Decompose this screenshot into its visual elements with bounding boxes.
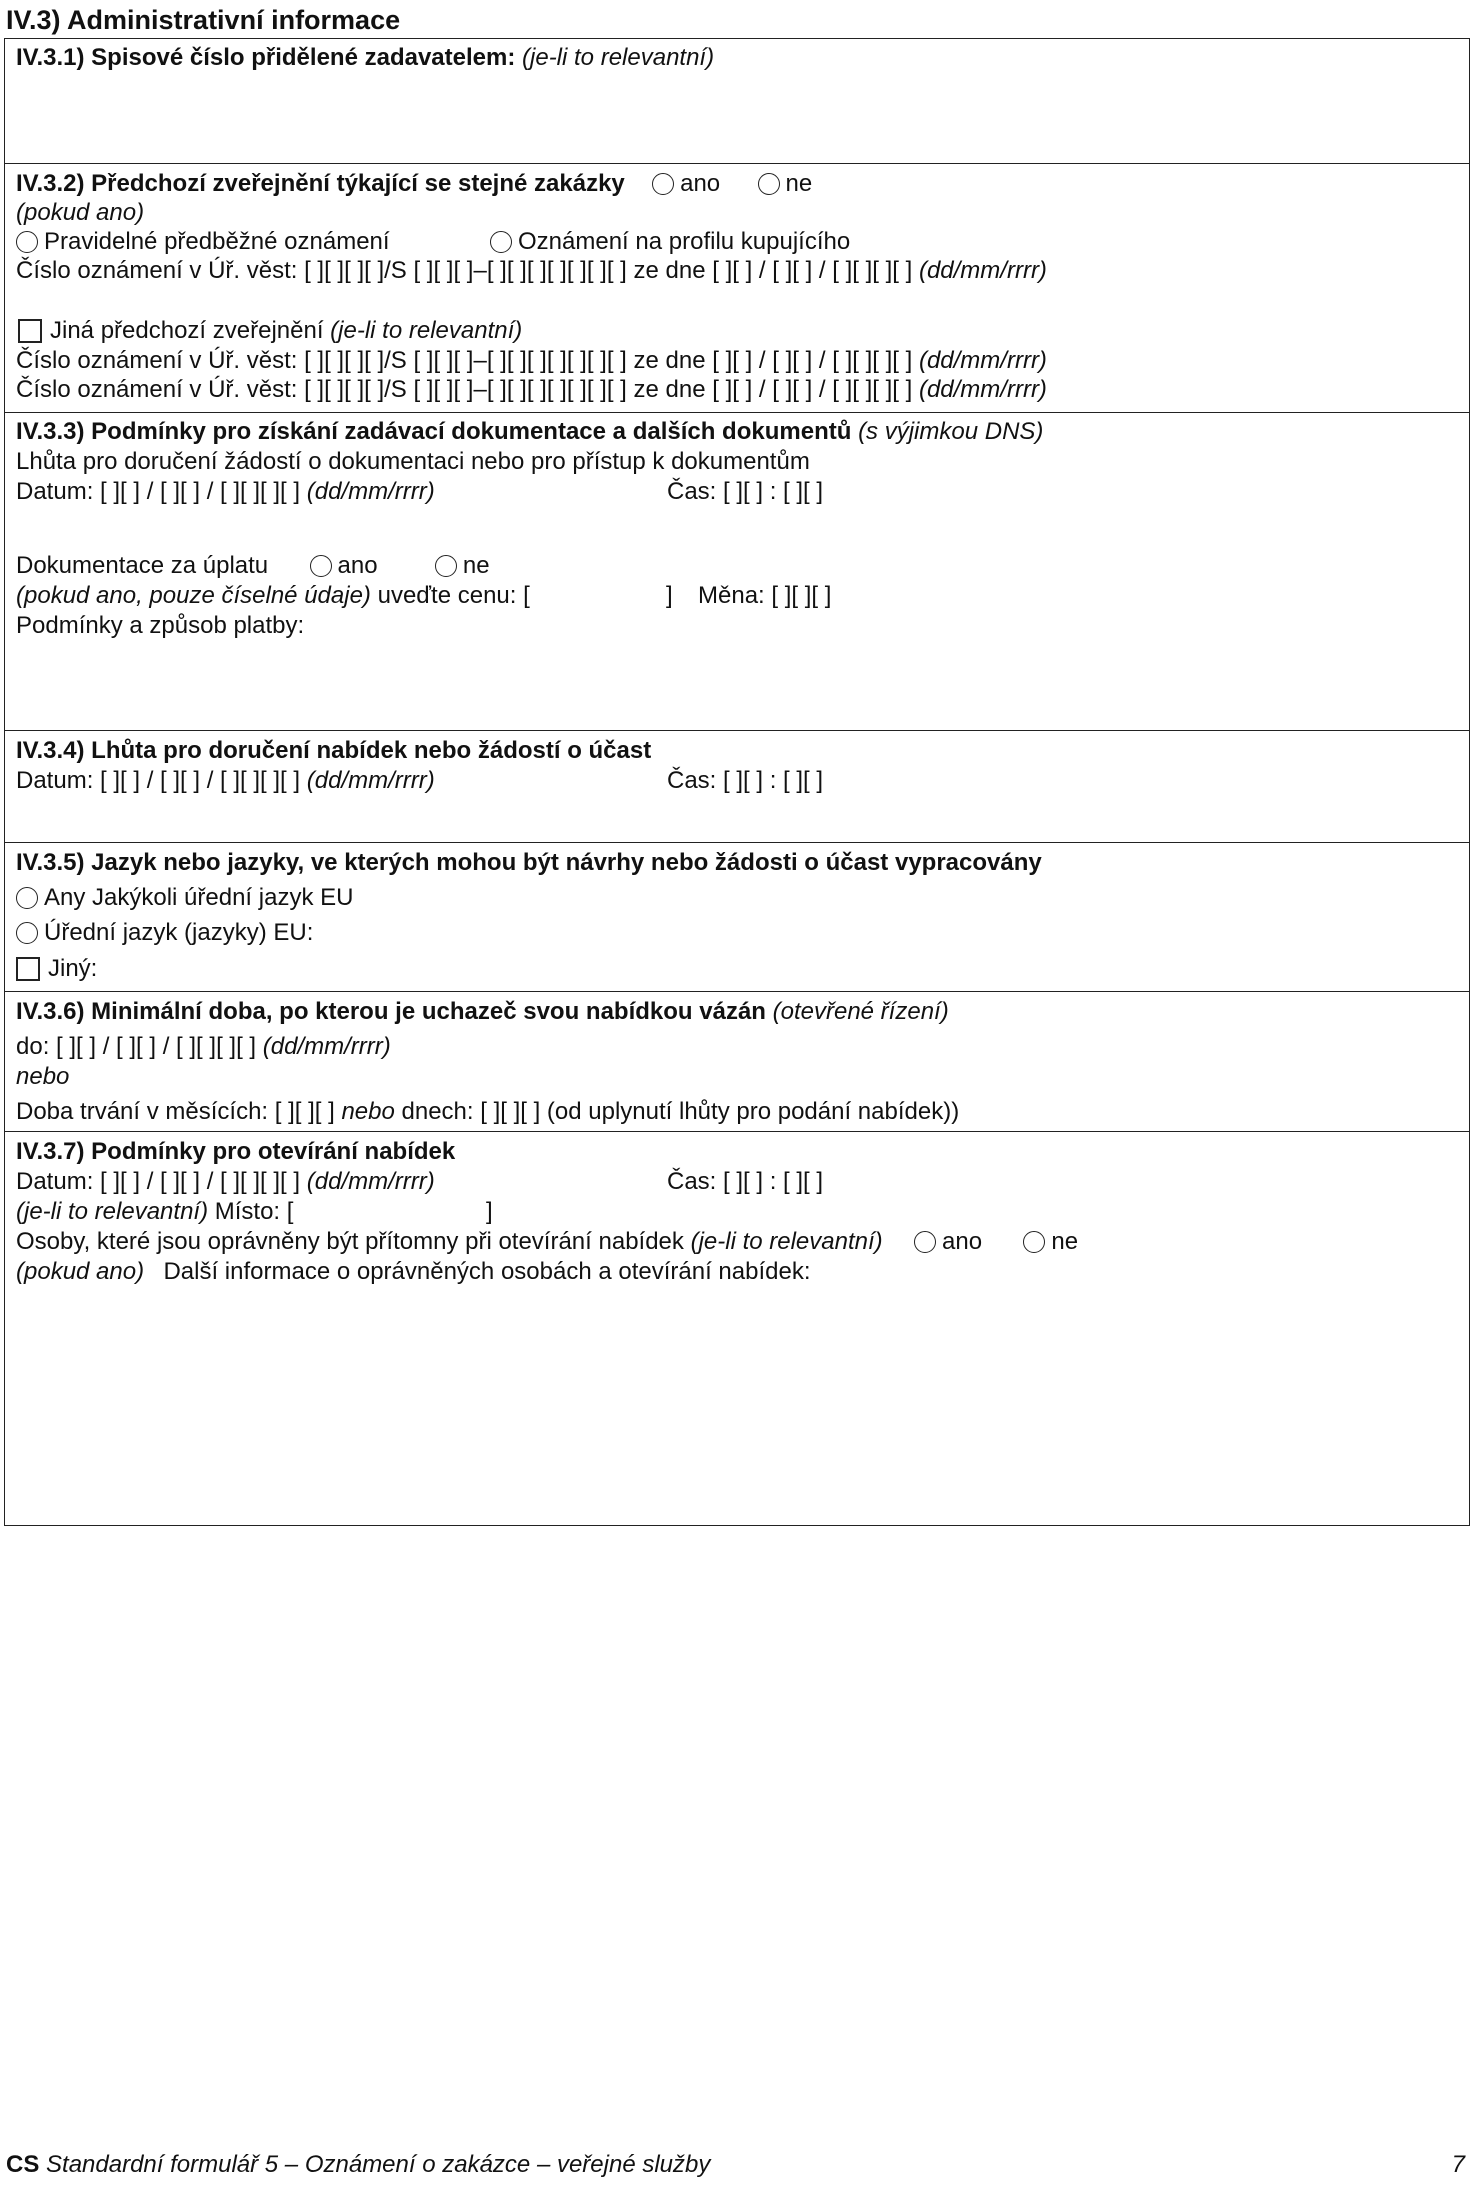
footer-page-number: 7	[1451, 2151, 1465, 2178]
s7-no-label: ne	[1051, 1228, 1079, 1255]
s1-note: (je-li to relevantní)	[522, 44, 715, 71]
s3-terms-label: Podmínky a způsob platby:	[16, 612, 305, 639]
s2-prior-radio[interactable]	[16, 231, 38, 253]
s2-no-label: ne	[785, 170, 813, 197]
s7-date-field[interactable]: Datum: [ ][ ] / [ ][ ] / [ ][ ][ ][ ]	[16, 1168, 301, 1195]
s3-price-row	[16, 581, 530, 611]
s3-date-row	[16, 477, 435, 507]
s2-notice-line-2[interactable]: Číslo oznámení v Úř. věst: [ ][ ][ ][ ]/S [ ][ ][ ]–[ ][ ][ ][ ][ ][ ][ ] ze dne [ ][ ] / [ ][ ] / [ ][ ][ ][ ]	[16, 347, 913, 374]
s3-label: IV.3.3) Podmínky pro získání zadávací dokumentace a dalších dokumentů	[16, 418, 852, 445]
s6-duration-row	[16, 1097, 959, 1127]
s5-official-label: Úřední jazyk (jazyky) EU:	[44, 919, 314, 946]
s2-yes-radio[interactable]	[652, 173, 674, 195]
s7-persons-label: Osoby, které jsou oprávněny být přítomny při otevírání nabídek	[16, 1228, 684, 1255]
s6-until-row	[16, 1032, 391, 1062]
s4-date-row	[16, 766, 435, 796]
s6-date-fmt: (dd/mm/rrrr)	[262, 1033, 391, 1060]
s2-other-row	[18, 316, 522, 346]
s4-date-field[interactable]: Datum: [ ][ ] / [ ][ ] / [ ][ ][ ][ ]	[16, 767, 301, 794]
s3-date-fmt: (dd/mm/rrrr)	[306, 478, 435, 505]
s4-time-field[interactable]: Čas: [ ][ ] : [ ][ ]	[667, 767, 824, 794]
s6-duration-or: nebo	[341, 1098, 395, 1125]
s2-prior-row	[16, 227, 390, 257]
s2-date-fmt-1: (dd/mm/rrrr)	[918, 257, 1047, 284]
divider-s5	[4, 842, 1470, 843]
s2-other-note: (je-li to relevantní)	[330, 317, 523, 344]
divider-s3	[4, 412, 1470, 413]
s2-if-yes: (pokud ano)	[16, 199, 145, 226]
divider-s4	[4, 730, 1470, 731]
s7-place-close: ]	[486, 1198, 493, 1225]
s7-time-field[interactable]: Čas: [ ][ ] : [ ][ ]	[667, 1168, 824, 1195]
divider-s6	[4, 991, 1470, 992]
s1-row	[16, 43, 714, 73]
s7-date-fmt: (dd/mm/rrrr)	[306, 1168, 435, 1195]
s7-no-radio[interactable]	[1023, 1231, 1045, 1253]
s5-other-label: Jiný:	[48, 955, 98, 982]
divider-s7	[4, 1131, 1470, 1132]
s2-notice-line-3[interactable]: Číslo oznámení v Úř. věst: [ ][ ][ ][ ]/S [ ][ ][ ]–[ ][ ][ ][ ][ ][ ][ ] ze dne [ ][ ] / [ ][ ] / [ ][ ][ ][ ]	[16, 376, 913, 403]
s2-notice-row-3	[16, 375, 1047, 405]
s2-profile-radio[interactable]	[490, 231, 512, 253]
s5-official-row	[16, 918, 313, 948]
s7-label: IV.3.7) Podmínky pro otevírání nabídek	[16, 1138, 456, 1165]
footer-lang: CS	[6, 2151, 40, 2178]
s3-price-note: (pokud ano, pouze číselné údaje)	[16, 582, 371, 609]
s3-deadline-text: Lhůta pro doručení žádostí o dokumentaci nebo pro přístup k dokumentům	[16, 448, 810, 475]
s3-date-field[interactable]: Datum: [ ][ ] / [ ][ ] / [ ][ ][ ][ ]	[16, 478, 301, 505]
s3-currency-field[interactable]: Měna: [ ][ ][ ]	[698, 582, 832, 609]
footer	[6, 2150, 710, 2180]
s2-no-radio[interactable]	[758, 173, 780, 195]
s2-header-row	[16, 169, 812, 199]
s3-payable-row	[16, 551, 490, 581]
s4-label: IV.3.4) Lhůta pro doručení nabídek nebo žádostí o účast	[16, 737, 652, 764]
s2-date-fmt-2: (dd/mm/rrrr)	[918, 347, 1047, 374]
s2-other-checkbox[interactable]	[18, 319, 42, 343]
s6-or-text: nebo	[16, 1063, 70, 1090]
s2-date-fmt-3: (dd/mm/rrrr)	[918, 376, 1047, 403]
s5-other-checkbox[interactable]	[16, 957, 40, 981]
footer-form-title: Standardní formulář 5 – Oznámení o zakázce – veřejné služby	[46, 2151, 711, 2178]
s6-until-field[interactable]: do: [ ][ ] / [ ][ ] / [ ][ ][ ][ ]	[16, 1033, 257, 1060]
s3-yes-label: ano	[337, 552, 378, 579]
s3-no-label: ne	[462, 552, 490, 579]
s7-persons-row	[16, 1227, 1078, 1257]
s2-prior-label: Pravidelné předběžné oznámení	[44, 228, 390, 255]
s7-persons-note: (je-li to relevantní)	[690, 1228, 883, 1255]
s7-info-row	[16, 1257, 811, 1287]
s5-other-row	[16, 954, 97, 984]
s5-any-radio[interactable]	[16, 887, 38, 909]
s5-any-row	[16, 883, 353, 913]
s2-yes-label: ano	[680, 170, 721, 197]
s4-date-fmt: (dd/mm/rrrr)	[306, 767, 435, 794]
s3-price-label: uveďte cenu: [	[377, 582, 530, 609]
s3-no-radio[interactable]	[435, 555, 457, 577]
s3-price-close: ]	[666, 582, 673, 609]
s2-profile-label: Oznámení na profilu kupujícího	[518, 228, 851, 255]
s2-profile-row	[490, 227, 850, 257]
s6-duration-months[interactable]: Doba trvání v měsících: [ ][ ][ ]	[16, 1098, 335, 1125]
s6-duration-days[interactable]: dnech: [ ][ ][ ] (od uplynutí lhůty pro podání nabídek))	[401, 1098, 960, 1125]
s7-if-yes: (pokud ano)	[16, 1258, 145, 1285]
s5-official-radio[interactable]	[16, 922, 38, 944]
s2-notice-row-1	[16, 256, 1047, 286]
s7-date-row	[16, 1167, 435, 1197]
s7-place-note: (je-li to relevantní)	[16, 1198, 209, 1225]
section-title: IV.3) Administrativní informace	[6, 5, 401, 35]
s7-place-label: Místo: [	[214, 1198, 294, 1225]
s3-time-field[interactable]: Čas: [ ][ ] : [ ][ ]	[667, 478, 824, 505]
s3-payable-label: Dokumentace za úplatu	[16, 552, 269, 579]
s7-yes-radio[interactable]	[914, 1231, 936, 1253]
s7-yes-label: ano	[942, 1228, 983, 1255]
s6-note: (otevřené řízení)	[772, 998, 949, 1025]
s1-label: IV.3.1) Spisové číslo přidělené zadavatelem:	[16, 44, 516, 71]
s7-place-row	[16, 1197, 293, 1227]
s5-any-label: Any Jakýkoli úřední jazyk EU	[44, 884, 354, 911]
s6-label: IV.3.6) Minimální doba, po kterou je uchazeč svou nabídkou vázán	[16, 998, 766, 1025]
s2-label: IV.3.2) Předchozí zveřejnění týkající se stejné zakázky	[16, 170, 625, 197]
divider-s2	[4, 163, 1470, 164]
s5-label: IV.3.5) Jazyk nebo jazyky, ve kterých mohou být návrhy nebo žádosti o účast vypracovány	[16, 849, 1042, 876]
s3-header-row	[16, 417, 1043, 447]
s3-yes-radio[interactable]	[310, 555, 332, 577]
s3-note: (s výjimkou DNS)	[858, 418, 1044, 445]
s2-other-label: Jiná předchozí zveřejnění	[50, 317, 324, 344]
s2-notice-row-2	[16, 346, 1047, 376]
s6-header-row	[16, 997, 949, 1027]
s2-notice-line-1[interactable]: Číslo oznámení v Úř. věst: [ ][ ][ ][ ]/S [ ][ ][ ]–[ ][ ][ ][ ][ ][ ][ ] ze dne [ ][ ] / [ ][ ] / [ ][ ][ ][ ]	[16, 257, 913, 284]
s7-more-info: Další informace o oprávněných osobách a otevírání nabídek:	[163, 1258, 811, 1285]
